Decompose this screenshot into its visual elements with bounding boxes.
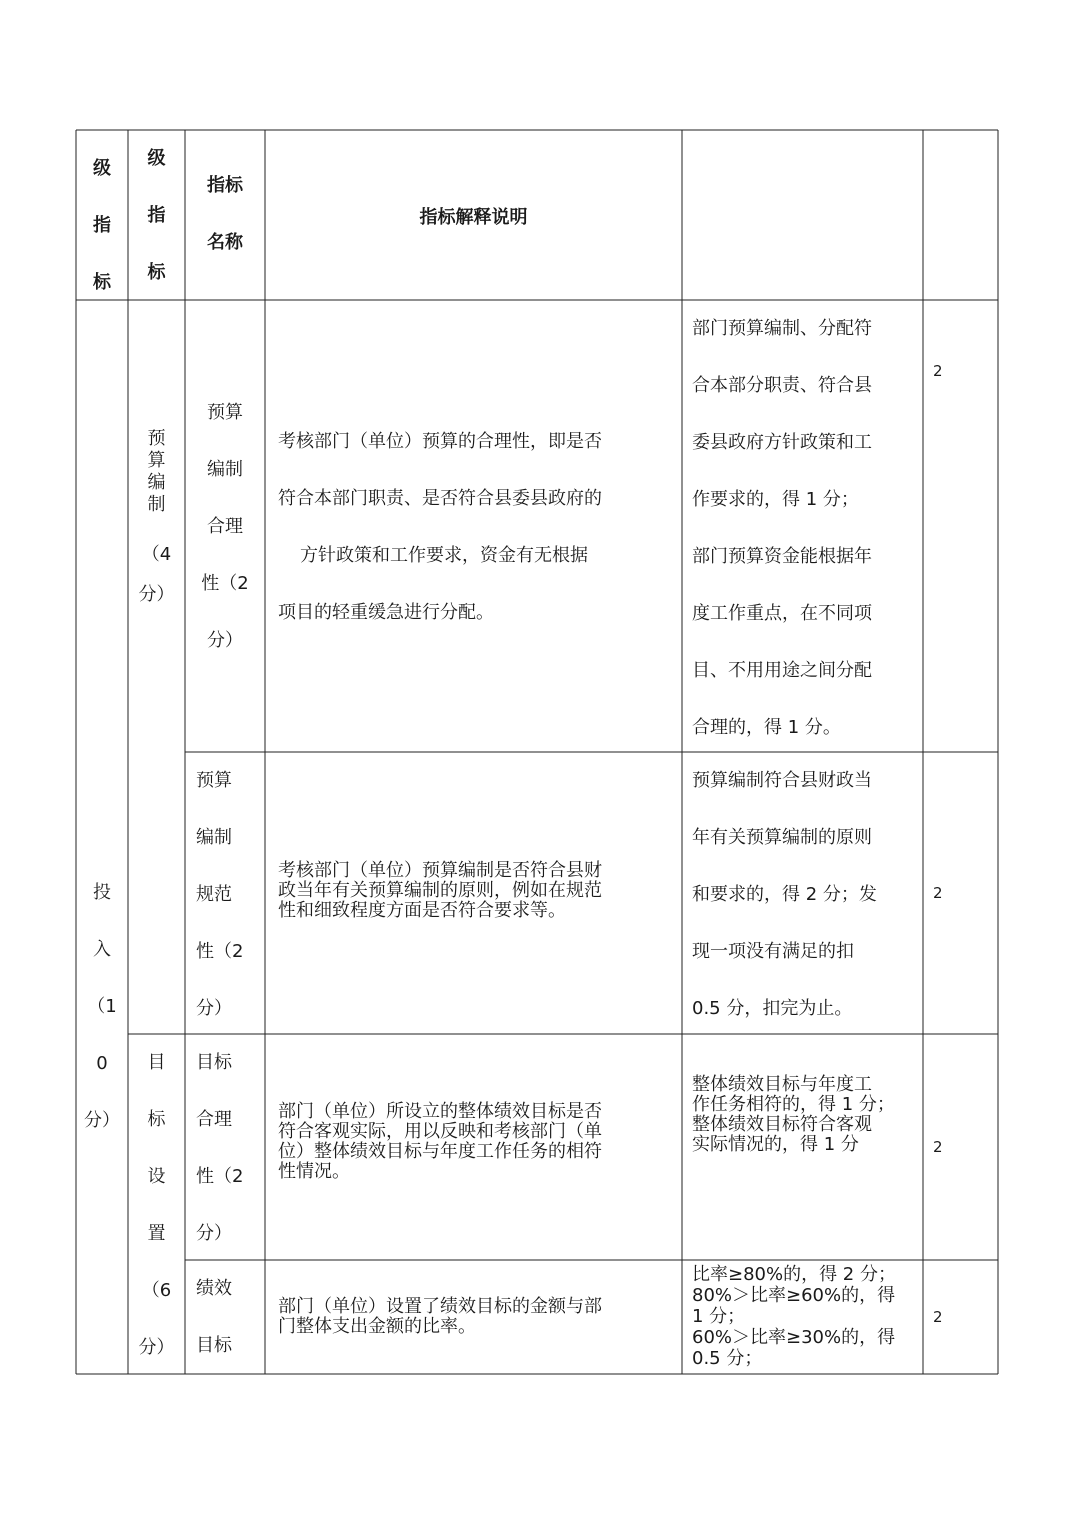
level2-char: 算 [147, 450, 166, 471]
row-criteria-line: 和要求的，得 2 分；发 [692, 884, 877, 905]
row-name-line: 性（2 [196, 941, 244, 962]
level2-target [128, 1034, 185, 1376]
row-name-line: 分） [196, 1223, 232, 1244]
header-level1 [76, 140, 128, 311]
row-criteria-line: 度工作重点，在不同项 [692, 603, 872, 624]
row-explanation-line: 性和细致程度方面是否符合要求等。 [278, 900, 566, 921]
header-level2 [128, 130, 185, 301]
row-criteria-line: 合本部分职责、符合县 [692, 375, 872, 396]
row-explanation-line: 考核部门（单位）预算编制是否符合县财 [278, 860, 602, 881]
level2-char: 置 [147, 1223, 166, 1244]
level2-char: 目 [147, 1052, 166, 1073]
row-explanation-line: 符合本部门职责、是否符合县委县政府的 [278, 488, 602, 509]
row-criteria-line: 委县政府方针政策和工 [692, 432, 872, 453]
row-name-line: 性（2 [201, 573, 249, 594]
row-name-line: 编制 [196, 827, 232, 848]
row-criteria [692, 752, 917, 1037]
row-criteria [692, 1264, 920, 1369]
row-explanation-line: 部门（单位）设置了绩效目标的金额与部 [278, 1296, 602, 1317]
header-level1-char: 标 [93, 272, 111, 293]
level2-char: 设 [147, 1166, 166, 1187]
header-level1-char: 级 [93, 158, 111, 179]
row-criteria [692, 1075, 920, 1155]
level1-input [76, 864, 128, 1149]
level2-char: 制 [147, 494, 166, 515]
row-explanation-line: 政当年有关预算编制的原则，例如在规范 [278, 880, 602, 901]
row-name-line: 分） [196, 998, 232, 1019]
level1-char: 入 [93, 939, 111, 960]
header-level2-char: 标 [147, 262, 166, 283]
level1-char: 投 [93, 882, 111, 903]
row-name-line: 预算 [207, 402, 243, 423]
row-explanation-line: 性情况。 [278, 1161, 350, 1182]
header-indicator-name-line: 指标 [207, 175, 243, 196]
row-criteria-line: 0.5 分； [692, 1348, 763, 1369]
row-score: 2 [933, 362, 943, 380]
row-criteria-line: 作任务相符的，得 1 分； [692, 1094, 895, 1115]
level1-char: （1 [87, 996, 117, 1017]
row-explanation [278, 1297, 673, 1337]
row-criteria [692, 300, 917, 756]
row-criteria-line: 年有关预算编制的原则 [692, 827, 872, 848]
row-criteria-line: 0.5 分，扣完为止。 [692, 998, 853, 1019]
row-criteria-line: 整体绩效目标与年度工 [692, 1074, 872, 1095]
row-explanation-line: 考核部门（单位）预算的合理性，即是否 [278, 431, 602, 452]
header-indicator-name-line: 名称 [207, 232, 243, 253]
row-name-line: 合理 [207, 516, 243, 537]
level2-char: 预 [147, 428, 166, 449]
row-criteria-line: 部门预算资金能根据年 [692, 546, 872, 567]
row-name-line: 编制 [207, 459, 243, 480]
row-indicator-name [185, 384, 265, 669]
row-explanation [278, 861, 673, 921]
row-explanation-line: 部门（单位）所设立的整体绩效目标是否 [278, 1101, 602, 1122]
row-criteria-line: 预算编制符合县财政当 [692, 770, 872, 791]
row-name-line: 目标 [196, 1335, 232, 1356]
level2-char: 编 [147, 472, 166, 493]
row-explanation-line: 符合客观实际，用以反映和考核部门（单 [278, 1121, 602, 1142]
level2-char: 分） [138, 584, 175, 605]
header-indicator-name [185, 157, 265, 271]
level2-char: 分） [138, 1337, 175, 1358]
row-name-line: 合理 [196, 1109, 232, 1130]
level2-char: 标 [147, 1109, 166, 1130]
row-name-line: 目标 [196, 1052, 232, 1073]
header-explanation: 指标解释说明 [419, 207, 528, 228]
row-name-line: 性（2 [196, 1166, 244, 1187]
row-criteria-line: 部门预算编制、分配符 [692, 318, 872, 339]
row-criteria-line: 合理的，得 1 分。 [692, 717, 841, 738]
row-criteria-line: 比率≥80%的，得 2 分； [692, 1264, 896, 1285]
row-criteria-line: 80%＞比率≥60%的，得 [692, 1285, 896, 1306]
row-score: 2 [933, 884, 943, 902]
row-explanation [278, 1102, 673, 1182]
row-explanation-line: 方针政策和工作要求，资金有无根据 [300, 545, 588, 566]
row-explanation-line: 门整体支出金额的比率。 [278, 1316, 476, 1337]
row-name-line: 预算 [196, 770, 232, 791]
row-criteria-line: 目、不用用途之间分配 [692, 660, 872, 681]
level1-char: 0 [96, 1053, 108, 1074]
row-score: 2 [933, 1308, 943, 1326]
level2-char: （4 [141, 544, 172, 565]
row-indicator-name [185, 752, 249, 1037]
row-indicator-name [185, 1034, 249, 1262]
level1-char: 分） [84, 1110, 120, 1131]
row-criteria-line: 现一项没有满足的扣 [692, 941, 854, 962]
row-criteria-line: 实际情况的，得 1 分 [692, 1134, 859, 1155]
row-criteria-line: 作要求的，得 1 分； [692, 489, 859, 510]
row-explanation-line: 项目的轻重缓急进行分配。 [278, 602, 494, 623]
row-criteria-line: 60%＞比率≥30%的，得 [692, 1327, 896, 1348]
row-criteria-line: 整体绩效目标符合客观 [692, 1114, 872, 1135]
row-indicator-name [185, 1260, 249, 1374]
header-level2-char: 指 [147, 205, 166, 226]
row-name-line: 规范 [196, 884, 232, 905]
header-level1-char: 指 [93, 215, 111, 236]
row-explanation [278, 413, 673, 641]
row-name-line: 绩效 [196, 1278, 232, 1299]
row-explanation-line: 位）整体绩效目标与年度工作任务的相符 [278, 1141, 602, 1162]
level2-budget [128, 428, 185, 607]
row-score: 2 [933, 1138, 943, 1156]
level2-char: （6 [141, 1280, 172, 1301]
row-name-line: 分） [207, 630, 243, 651]
row-criteria-line: 1 分； [692, 1306, 746, 1327]
header-level2-char: 级 [147, 148, 166, 169]
